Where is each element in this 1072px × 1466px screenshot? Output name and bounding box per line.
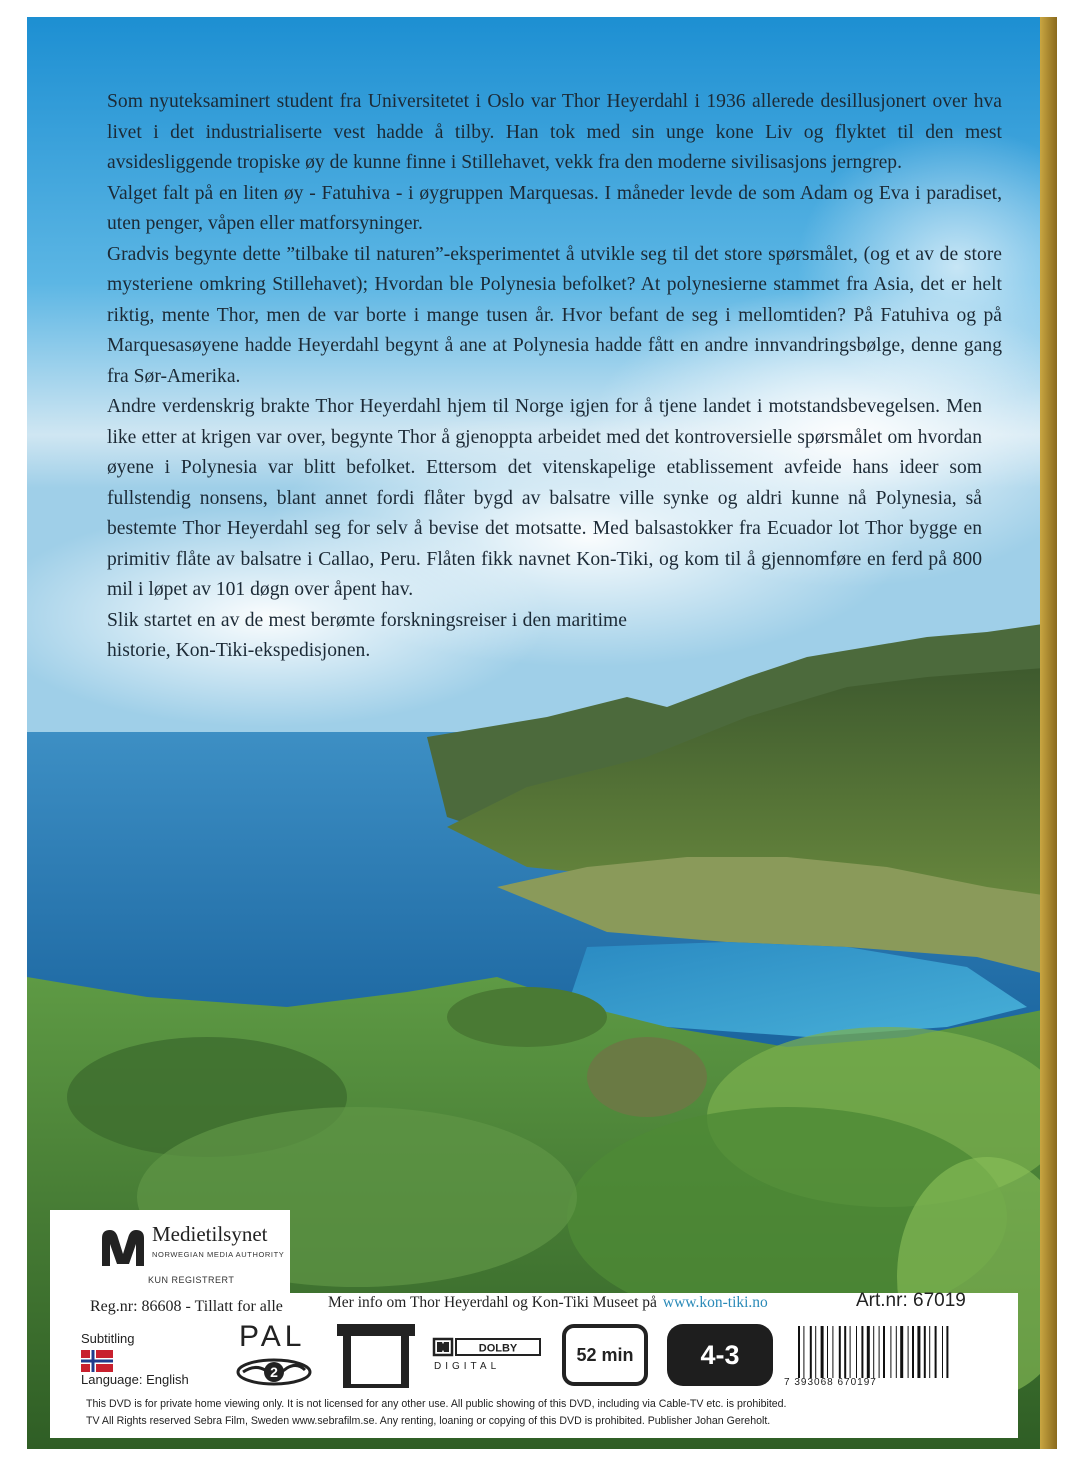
synopsis-paragraph: Andre verdenskrig brakte Thor Heyerdahl hjem til Norge igjen for å tjene landet i motstandsbevegelsen. Men like etter at krigen var over, begynte Thor å gjenoppta arbeidet med det kontroversielle spørsmålet om hvordan øyene i Polynesia var blitt befolket. Ettersom det vitenskapelige etablissement avfeide hans ideer som fullstendig nonsens, blant annet fordi flåter bygd av balsatre ville synke og aldri kunne nå Polynesia, så bestemte Thor Heyerdahl seg for selv å bevise det motsatte. Med balsastokker fra Ecuador lot Thor bygge en primitiv flåte av balsatre i Callao, Peru. Flåten fikk navnet Kon-Tiki, og kom til å gjennomføre en ferd på 800 mil i løpet av 101 døgn over åpent hav. xyxy=(107,396,982,600)
info-panel xyxy=(50,1210,1018,1438)
more-info-text: Mer info om Thor Heyerdahl og Kon-Tiki Museet på xyxy=(328,1294,657,1311)
synopsis-paragraph: Som nyuteksaminert student fra Universitetet i Oslo var Thor Heyerdahl i 1936 allerede desillusjonert over hva livet i det industrialiserte vest hadde å tilby. Han tok med sin unge kone Liv og flyktet til den mest avsidesliggende tropiske øy de kunne finne i Stillehavet, vekk fra den moderne sivilisasjons jerngrep. xyxy=(107,91,1002,173)
synopsis-text xyxy=(107,87,1002,667)
subtitle-language: Language: English xyxy=(81,1372,189,1387)
registration-number: Reg.nr: 86608 - Tillatt for alle xyxy=(90,1298,283,1315)
dolby-digital-icon xyxy=(432,1336,542,1372)
barcode-digits: 7 393068 670197 xyxy=(784,1377,877,1388)
rating-org-name: Medietilsynet xyxy=(152,1222,268,1246)
synopsis-paragraph: Gradvis begynte dette ”tilbake til naturen”-eksperimentet å utvikle seg til det store spørsmålet, (og et av de store mysteriene omkring Stillehavet); Hvordan ble Polynesia befolket? At polynesierne stammet fra Asia, det er helt riktig, mente Thor, men de var borte i mange tusen år. Hvor befant de seg i mellomtiden? På Fatuhiva og på Marquesasøyene hadde Heyerdahl begynt å ane at Polynesia hadde fått en andre innvandringsbølge, denne gang fra Sør-Amerika. xyxy=(107,243,1002,387)
article-number: Art.nr: 67019 xyxy=(856,1290,966,1311)
aspect-ratio-frame-icon xyxy=(337,1324,415,1388)
aspect-ratio-badge: 4-3 xyxy=(667,1324,773,1386)
rating-org-subtitle: NORWEGIAN MEDIA AUTHORITY xyxy=(152,1250,285,1259)
website-link[interactable]: www.kon-tiki.no xyxy=(662,1294,768,1311)
rating-status: KUN REGISTRERT xyxy=(148,1275,235,1285)
medietilsynet-logo-icon xyxy=(100,1228,146,1268)
runtime-badge: 52 min xyxy=(562,1324,648,1386)
video-format-label: PAL xyxy=(239,1320,306,1353)
legal-notice xyxy=(86,1396,1016,1430)
norway-flag-icon xyxy=(81,1350,113,1372)
synopsis-paragraph: Valget falt på en liten øy - Fatuhiva - i øygruppen Marquesas. I måneder levde de som Adam og Eva i paradiset, uten penger, våpen eller matforsyninger. xyxy=(107,182,1002,234)
legal-line: This DVD is for private home viewing only. It is not licensed for any other use. All public showing of this DVD, including via Cable-TV etc. is prohibited. xyxy=(86,1398,787,1410)
rating-box xyxy=(50,1210,290,1295)
region-globe-icon xyxy=(235,1358,313,1386)
digital-label: DIGITAL xyxy=(434,1361,501,1372)
synopsis-paragraph: Slik startet en av de mest berømte forskningsreiser i den maritime historie, Kon-Tiki-ekspedisjonen. xyxy=(107,609,627,661)
more-info-line xyxy=(328,1294,768,1312)
legal-line: TV All Rights reserved Sebra Film, Sweden www.sebrafilm.se. Any renting, loaning or copying of this DVD is prohibited. Publisher Johan Gereholt. xyxy=(86,1415,771,1427)
case-spine-edge xyxy=(1040,17,1057,1449)
subtitling-label: Subtitling xyxy=(81,1331,135,1346)
dolby-label: DOLBY xyxy=(478,1342,518,1355)
region-code: 2 xyxy=(270,1364,278,1380)
